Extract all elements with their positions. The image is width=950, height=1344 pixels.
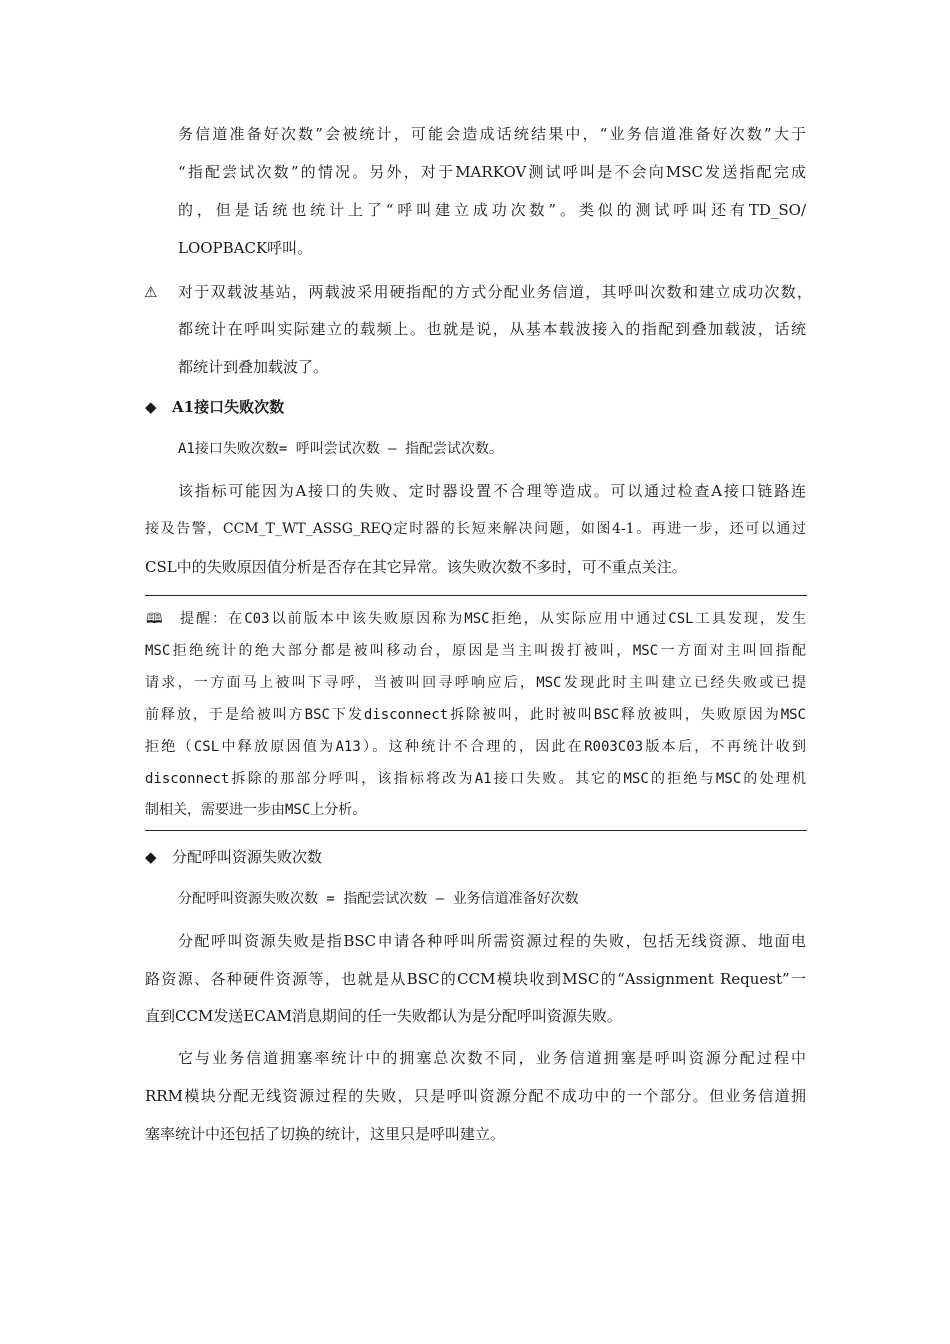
section-heading-a1: A1接口失败次数 — [172, 398, 285, 416]
bullet-diamond: ◆ — [145, 848, 157, 866]
tip-line: 制相关，需要进一步由MSC上分析。 — [145, 802, 367, 818]
warning-line: 都统计到叠加载波了。 — [178, 358, 329, 376]
body-line: 路资源、各种硬件资源等，也就是从BSC的CCM模块收到MSC的“Assignment Request”一 — [145, 970, 806, 988]
tip-line: MSC拒绝统计的绝大部分都是被叫移动台，原因是当主叫拨打被叫，MSC一方面对主叫回指配 — [145, 643, 806, 659]
section-heading-alloc: 分配呼叫资源失败次数 — [172, 848, 323, 866]
paragraph-line: LOOPBACK呼叫。 — [178, 239, 313, 257]
body-line: CSL中的失败原因值分析是否存在其它异常。该失败次数不多时，可不重点关注。 — [145, 558, 687, 576]
tip-line: 拒绝（CSL中释放原因值为A13）。这种统计不合理的，因此在R003C03版本后，不再统计收到 — [145, 739, 806, 755]
body-line: 该指标可能因为A接口的失败、定时器设置不合理等造成。可以通过检查A接口链路连 — [178, 482, 806, 500]
warning-line: 对于双载波基站，两载波采用硬指配的方式分配业务信道，其呼叫次数和建立成功次数， — [178, 283, 812, 301]
formula-alloc: 分配呼叫资源失败次数 = 指配尝试次数 – 业务信道准备好次数 — [178, 891, 579, 907]
tip-line: 请求，一方面马上被叫下寻呼，当被叫回寻呼响应后，MSC发现此时主叫建立已经失败或已提 — [145, 675, 806, 691]
warning-line: 都统计在呼叫实际建立的载频上。也就是说，从基本载波接入的指配到叠加载波，话统 — [178, 320, 806, 338]
body-line: 接及告警，CCM_T_WT_ASSG_REQ定时器的长短来解决问题，如图4-1。再进一步，还可以通过 — [145, 521, 806, 537]
paragraph-line: 的，但是话统也统计上了“呼叫建立成功次数”。类似的测试呼叫还有TD_SO/ — [178, 201, 806, 219]
tip-line: 提醒：在C03以前版本中该失败原因称为MSC拒绝，从实际应用中通过CSL工具发现，发生 — [180, 611, 806, 627]
tip-top-rule — [145, 595, 807, 596]
body-line: 它与业务信道拥塞率统计中的拥塞总次数不同，业务信道拥塞是呼叫资源分配过程中 — [178, 1049, 806, 1067]
paragraph-line: 务信道准备好次数”会被统计，可能会造成话统结果中，“业务信道准备好次数”大于 — [178, 125, 806, 143]
tip-bottom-rule — [145, 830, 807, 831]
body-line: 分配呼叫资源失败是指BSC申请各种呼叫所需资源过程的失败，包括无线资源、地面电 — [178, 932, 806, 950]
book-icon: 🕮 — [146, 611, 163, 627]
bullet-diamond: ◆ — [145, 398, 157, 416]
paragraph-line: “指配尝试次数”的情况。另外，对于MARKOV测试呼叫是不会向MSC发送指配完成 — [178, 163, 806, 181]
tip-line: 前释放，于是给被叫方BSC下发disconnect拆除被叫，此时被叫BSC释放被叫，失败原因为MSC — [145, 707, 806, 723]
tip-line: disconnect拆除的那部分呼叫，该指标将改为A1接口失败。其它的MSC的拒绝与MSC的处理机 — [145, 771, 806, 787]
body-line: 塞率统计中还包括了切换的统计，这里只是呼叫建立。 — [145, 1125, 506, 1143]
body-line: 直到CCM发送ECAM消息期间的任一失败都认为是分配呼叫资源失败。 — [145, 1007, 622, 1025]
warning-icon: ⚠ — [144, 283, 158, 301]
formula-a1: A1接口失败次数= 呼叫尝试次数 – 指配尝试次数。 — [178, 441, 503, 457]
body-line: RRM模块分配无线资源过程的失败，只是呼叫资源分配不成功中的一个部分。但业务信道拥 — [145, 1087, 806, 1105]
